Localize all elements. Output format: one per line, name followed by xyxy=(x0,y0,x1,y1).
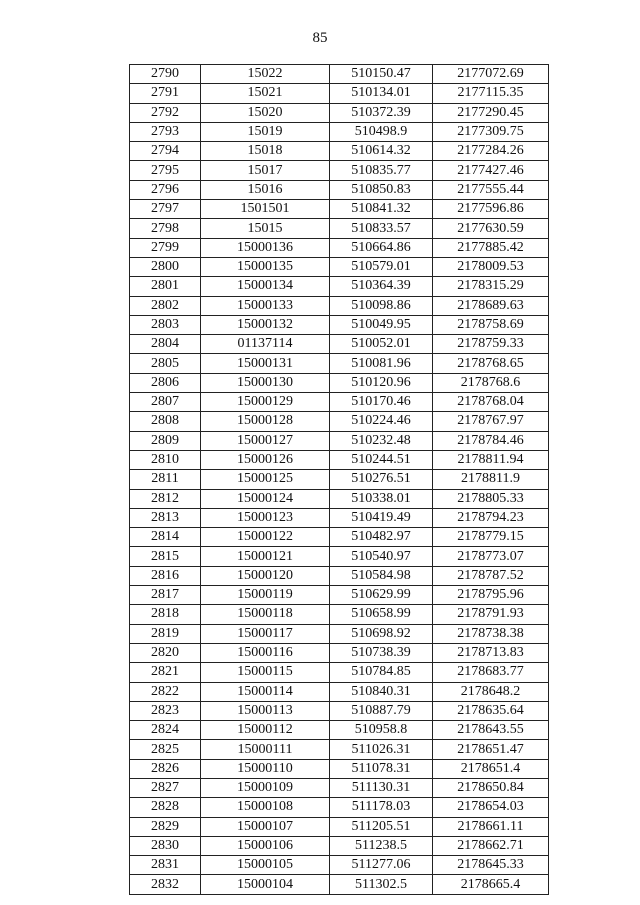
point-id-cell: 15000114 xyxy=(201,682,330,701)
point-number-cell: 2826 xyxy=(130,759,201,778)
table-row xyxy=(130,721,549,740)
table-row xyxy=(130,335,549,354)
x-coordinate-cell: 510049.95 xyxy=(330,315,433,334)
table-row xyxy=(130,431,549,450)
table-row xyxy=(130,798,549,817)
y-coordinate-cell: 2178315.29 xyxy=(433,277,549,296)
page-number: 85 xyxy=(312,30,328,46)
point-id-cell: 15000111 xyxy=(201,740,330,759)
x-coordinate-cell: 510833.57 xyxy=(330,219,433,238)
point-number-cell: 2809 xyxy=(130,431,201,450)
table-row xyxy=(130,663,549,682)
point-number-cell: 2799 xyxy=(130,238,201,257)
point-number-cell: 2824 xyxy=(130,721,201,740)
y-coordinate-cell: 2178794.23 xyxy=(433,508,549,527)
table-row xyxy=(130,315,549,334)
x-coordinate-cell: 510540.97 xyxy=(330,547,433,566)
point-id-cell: 15000118 xyxy=(201,605,330,624)
point-id-cell: 15000120 xyxy=(201,566,330,585)
table-row xyxy=(130,393,549,412)
x-coordinate-cell: 511078.31 xyxy=(330,759,433,778)
y-coordinate-cell: 2178645.33 xyxy=(433,856,549,875)
x-coordinate-cell: 511302.5 xyxy=(330,875,433,894)
x-coordinate-cell: 511238.5 xyxy=(330,836,433,855)
point-id-cell: 15022 xyxy=(201,65,330,84)
point-number-cell: 2820 xyxy=(130,643,201,662)
x-coordinate-cell: 510081.96 xyxy=(330,354,433,373)
x-coordinate-cell: 510052.01 xyxy=(330,335,433,354)
x-coordinate-cell: 510120.96 xyxy=(330,373,433,392)
point-id-cell: 1501501 xyxy=(201,200,330,219)
x-coordinate-cell: 510887.79 xyxy=(330,701,433,720)
table-row xyxy=(130,586,549,605)
x-coordinate-cell: 510150.47 xyxy=(330,65,433,84)
table-row xyxy=(130,103,549,122)
point-number-cell: 2825 xyxy=(130,740,201,759)
x-coordinate-cell: 510244.51 xyxy=(330,450,433,469)
x-coordinate-cell: 510579.01 xyxy=(330,257,433,276)
point-number-cell: 2792 xyxy=(130,103,201,122)
table-row xyxy=(130,740,549,759)
y-coordinate-cell: 2177284.26 xyxy=(433,142,549,161)
point-number-cell: 2812 xyxy=(130,489,201,508)
point-id-cell: 15000135 xyxy=(201,257,330,276)
table-row xyxy=(130,257,549,276)
x-coordinate-cell: 510784.85 xyxy=(330,663,433,682)
point-number-cell: 2819 xyxy=(130,624,201,643)
point-id-cell: 15000117 xyxy=(201,624,330,643)
y-coordinate-cell: 2177072.69 xyxy=(433,65,549,84)
point-number-cell: 2813 xyxy=(130,508,201,527)
x-coordinate-cell: 510958.8 xyxy=(330,721,433,740)
table-row xyxy=(130,528,549,547)
point-id-cell: 15000130 xyxy=(201,373,330,392)
y-coordinate-cell: 2178651.4 xyxy=(433,759,549,778)
x-coordinate-cell: 510372.39 xyxy=(330,103,433,122)
y-coordinate-cell: 2177309.75 xyxy=(433,122,549,141)
table-row xyxy=(130,412,549,431)
x-coordinate-cell: 510134.01 xyxy=(330,84,433,103)
point-id-cell: 15000127 xyxy=(201,431,330,450)
point-number-cell: 2831 xyxy=(130,856,201,875)
y-coordinate-cell: 2178811.94 xyxy=(433,450,549,469)
point-number-cell: 2800 xyxy=(130,257,201,276)
table-row xyxy=(130,470,549,489)
point-id-cell: 15021 xyxy=(201,84,330,103)
point-number-cell: 2806 xyxy=(130,373,201,392)
y-coordinate-cell: 2177427.46 xyxy=(433,161,549,180)
table-row xyxy=(130,277,549,296)
point-number-cell: 2814 xyxy=(130,528,201,547)
y-coordinate-cell: 2178805.33 xyxy=(433,489,549,508)
x-coordinate-cell: 510364.39 xyxy=(330,277,433,296)
table-row xyxy=(130,701,549,720)
y-coordinate-cell: 2178648.2 xyxy=(433,682,549,701)
point-id-cell: 15019 xyxy=(201,122,330,141)
point-number-cell: 2791 xyxy=(130,84,201,103)
table-row xyxy=(130,836,549,855)
x-coordinate-cell: 510629.99 xyxy=(330,586,433,605)
point-id-cell: 15000110 xyxy=(201,759,330,778)
point-number-cell: 2808 xyxy=(130,412,201,431)
table-row xyxy=(130,142,549,161)
y-coordinate-cell: 2177596.86 xyxy=(433,200,549,219)
coordinates-table xyxy=(129,64,549,895)
table-row xyxy=(130,489,549,508)
point-number-cell: 2828 xyxy=(130,798,201,817)
y-coordinate-cell: 2178768.65 xyxy=(433,354,549,373)
x-coordinate-cell: 510614.32 xyxy=(330,142,433,161)
y-coordinate-cell: 2178683.77 xyxy=(433,663,549,682)
point-number-cell: 2793 xyxy=(130,122,201,141)
y-coordinate-cell: 2178662.71 xyxy=(433,836,549,855)
table-row xyxy=(130,65,549,84)
y-coordinate-cell: 2178787.52 xyxy=(433,566,549,585)
point-id-cell: 15015 xyxy=(201,219,330,238)
y-coordinate-cell: 2178654.03 xyxy=(433,798,549,817)
y-coordinate-cell: 2178779.15 xyxy=(433,528,549,547)
point-id-cell: 15000134 xyxy=(201,277,330,296)
point-number-cell: 2829 xyxy=(130,817,201,836)
point-number-cell: 2795 xyxy=(130,161,201,180)
y-coordinate-cell: 2178738.38 xyxy=(433,624,549,643)
table-row xyxy=(130,817,549,836)
table-row xyxy=(130,643,549,662)
x-coordinate-cell: 510098.86 xyxy=(330,296,433,315)
point-id-cell: 15000106 xyxy=(201,836,330,855)
y-coordinate-cell: 2178651.47 xyxy=(433,740,549,759)
y-coordinate-cell: 2178650.84 xyxy=(433,778,549,797)
y-coordinate-cell: 2177555.44 xyxy=(433,180,549,199)
x-coordinate-cell: 510276.51 xyxy=(330,470,433,489)
point-id-cell: 15000113 xyxy=(201,701,330,720)
x-coordinate-cell: 510835.77 xyxy=(330,161,433,180)
point-id-cell: 15016 xyxy=(201,180,330,199)
table-row xyxy=(130,219,549,238)
y-coordinate-cell: 2178768.6 xyxy=(433,373,549,392)
table-row xyxy=(130,354,549,373)
point-number-cell: 2810 xyxy=(130,450,201,469)
point-number-cell: 2811 xyxy=(130,470,201,489)
point-number-cell: 2818 xyxy=(130,605,201,624)
x-coordinate-cell: 510841.32 xyxy=(330,200,433,219)
point-id-cell: 15000112 xyxy=(201,721,330,740)
y-coordinate-cell: 2178643.55 xyxy=(433,721,549,740)
table-row xyxy=(130,547,549,566)
point-id-cell: 15017 xyxy=(201,161,330,180)
table-row xyxy=(130,200,549,219)
table-row xyxy=(130,296,549,315)
x-coordinate-cell: 511277.06 xyxy=(330,856,433,875)
point-number-cell: 2804 xyxy=(130,335,201,354)
x-coordinate-cell: 510498.9 xyxy=(330,122,433,141)
table-row xyxy=(130,624,549,643)
table-row xyxy=(130,450,549,469)
x-coordinate-cell: 511130.31 xyxy=(330,778,433,797)
point-number-cell: 2830 xyxy=(130,836,201,855)
point-id-cell: 15000109 xyxy=(201,778,330,797)
point-number-cell: 2802 xyxy=(130,296,201,315)
table-row xyxy=(130,238,549,257)
y-coordinate-cell: 2178665.4 xyxy=(433,875,549,894)
point-number-cell: 2821 xyxy=(130,663,201,682)
point-id-cell: 15000123 xyxy=(201,508,330,527)
point-id-cell: 01137114 xyxy=(201,335,330,354)
point-id-cell: 15000116 xyxy=(201,643,330,662)
point-id-cell: 15000133 xyxy=(201,296,330,315)
table-row xyxy=(130,508,549,527)
x-coordinate-cell: 510840.31 xyxy=(330,682,433,701)
table-row xyxy=(130,180,549,199)
table-row xyxy=(130,875,549,894)
x-coordinate-cell: 510170.46 xyxy=(330,393,433,412)
x-coordinate-cell: 511205.51 xyxy=(330,817,433,836)
y-coordinate-cell: 2178791.93 xyxy=(433,605,549,624)
point-number-cell: 2817 xyxy=(130,586,201,605)
point-number-cell: 2815 xyxy=(130,547,201,566)
x-coordinate-cell: 510664.86 xyxy=(330,238,433,257)
point-number-cell: 2803 xyxy=(130,315,201,334)
point-id-cell: 15000136 xyxy=(201,238,330,257)
point-id-cell: 15000105 xyxy=(201,856,330,875)
x-coordinate-cell: 510584.98 xyxy=(330,566,433,585)
point-id-cell: 15000129 xyxy=(201,393,330,412)
y-coordinate-cell: 2177885.42 xyxy=(433,238,549,257)
point-number-cell: 2805 xyxy=(130,354,201,373)
point-id-cell: 15000124 xyxy=(201,489,330,508)
point-number-cell: 2801 xyxy=(130,277,201,296)
point-id-cell: 15000126 xyxy=(201,450,330,469)
point-id-cell: 15018 xyxy=(201,142,330,161)
x-coordinate-cell: 510232.48 xyxy=(330,431,433,450)
point-id-cell: 15000122 xyxy=(201,528,330,547)
point-number-cell: 2827 xyxy=(130,778,201,797)
point-number-cell: 2832 xyxy=(130,875,201,894)
point-id-cell: 15000108 xyxy=(201,798,330,817)
y-coordinate-cell: 2178661.11 xyxy=(433,817,549,836)
table-row xyxy=(130,778,549,797)
point-id-cell: 15020 xyxy=(201,103,330,122)
point-id-cell: 15000128 xyxy=(201,412,330,431)
point-id-cell: 15000121 xyxy=(201,547,330,566)
point-number-cell: 2823 xyxy=(130,701,201,720)
point-number-cell: 2816 xyxy=(130,566,201,585)
y-coordinate-cell: 2178689.63 xyxy=(433,296,549,315)
y-coordinate-cell: 2178759.33 xyxy=(433,335,549,354)
table-row xyxy=(130,856,549,875)
table-row xyxy=(130,84,549,103)
x-coordinate-cell: 511026.31 xyxy=(330,740,433,759)
x-coordinate-cell: 510850.83 xyxy=(330,180,433,199)
y-coordinate-cell: 2178713.83 xyxy=(433,643,549,662)
table-row xyxy=(130,122,549,141)
table-row xyxy=(130,373,549,392)
x-coordinate-cell: 511178.03 xyxy=(330,798,433,817)
table-row xyxy=(130,566,549,585)
point-number-cell: 2796 xyxy=(130,180,201,199)
x-coordinate-cell: 510698.92 xyxy=(330,624,433,643)
y-coordinate-cell: 2178811.9 xyxy=(433,470,549,489)
point-number-cell: 2797 xyxy=(130,200,201,219)
table-row xyxy=(130,605,549,624)
y-coordinate-cell: 2178784.46 xyxy=(433,431,549,450)
point-id-cell: 15000107 xyxy=(201,817,330,836)
y-coordinate-cell: 2178635.64 xyxy=(433,701,549,720)
y-coordinate-cell: 2178758.69 xyxy=(433,315,549,334)
x-coordinate-cell: 510658.99 xyxy=(330,605,433,624)
y-coordinate-cell: 2178773.07 xyxy=(433,547,549,566)
x-coordinate-cell: 510482.97 xyxy=(330,528,433,547)
point-id-cell: 15000131 xyxy=(201,354,330,373)
y-coordinate-cell: 2178767.97 xyxy=(433,412,549,431)
point-number-cell: 2822 xyxy=(130,682,201,701)
point-number-cell: 2807 xyxy=(130,393,201,412)
table-row xyxy=(130,682,549,701)
y-coordinate-cell: 2178795.96 xyxy=(433,586,549,605)
table-row xyxy=(130,759,549,778)
coordinates-table-body xyxy=(130,65,549,895)
point-id-cell: 15000132 xyxy=(201,315,330,334)
point-number-cell: 2790 xyxy=(130,65,201,84)
point-id-cell: 15000115 xyxy=(201,663,330,682)
point-id-cell: 15000104 xyxy=(201,875,330,894)
y-coordinate-cell: 2178768.04 xyxy=(433,393,549,412)
x-coordinate-cell: 510419.49 xyxy=(330,508,433,527)
y-coordinate-cell: 2178009.53 xyxy=(433,257,549,276)
y-coordinate-cell: 2177115.35 xyxy=(433,84,549,103)
y-coordinate-cell: 2177630.59 xyxy=(433,219,549,238)
point-number-cell: 2798 xyxy=(130,219,201,238)
x-coordinate-cell: 510338.01 xyxy=(330,489,433,508)
point-id-cell: 15000125 xyxy=(201,470,330,489)
y-coordinate-cell: 2177290.45 xyxy=(433,103,549,122)
point-number-cell: 2794 xyxy=(130,142,201,161)
x-coordinate-cell: 510224.46 xyxy=(330,412,433,431)
point-id-cell: 15000119 xyxy=(201,586,330,605)
x-coordinate-cell: 510738.39 xyxy=(330,643,433,662)
table-row xyxy=(130,161,549,180)
